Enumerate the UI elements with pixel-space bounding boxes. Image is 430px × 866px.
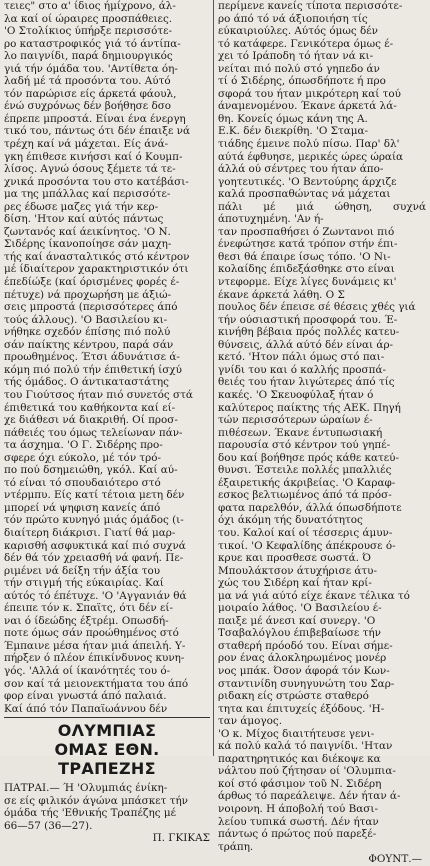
match-report-text-left: τειες" στο α' ίδιος ήμίχρονο, άλ- λα καί οί ώραιρες προσπάθειες. 'Ο Στολίκιος ύπήρξε περισσότε- ρο καταστροφικός γιά τό άντίπα- λο παιγνίδι, παρά δημιουργικός γιά τήν όμάδα του. 'Αντίθετα όη- λαδή μέ τά προσόντα του. Αύτό τόν παρώρισε είς άρκετά φάουλ, ένώ συχρόνως δέν βοήθησε δσο έπρεπε μπροστά. Είναι ένα ένεργη τικό του, πάντως ότι δέν έπαιξε νά τρέχη καί νά μάχεται. Είς άνά- γκη έπιθεσε κινήσσι καί ό Κουμπ- λίσος. Αγνώ όσους ξέμετε τά τε- χνικά προσόντα του στο κατέβάσι- μα της μπάλλας καί περισσότε- ρες έδωσε μαζες γιά τήν κερ- δίση. 'Ητον καί αύτός πάντως ζωντανός καί άεικίνητος. 'Ο Ν. Σιδέρης ίκανοποίησε σάν μαχη- τής καί άνασταλτικός στό κέντρον μέ ίδιαίτερον χαρακτηριστικόν ότι έπεδίώξε (καί όρισμένες φορές έ- πέτυχε) νά προχωρήση με άξιώ- σεις μπροστά (περισσότερες άπό τούς άλλους). 'Ο Βασιλείου κι- νήθηκε σχεδόν έπίσης πιό πολύ σάν παίκτης κέντρου, παρά σάν προωθημένος. Έτσι άδυνάτισε ά- κόμη πιό πολύ τήν έπιθετική ίσχύ τής όμάδος. Ο άντικαταστάτης του Γιούτσος ήταν πιό συνετός στά έπιθετικά του καθήκοντα καί εί- χε διάθεσι νά διακριθή. Οί προσ- πάθειές του όμως τελείωναν πάν- τα άσχημα. 'Ο Γ. Σιδέρης προ- σφερε όχι εύκολο, μέ τόν τρό- πο πού δσημειώθη, γκόλ. Καί αύ- τό είναι τό σπουδαιότερο στό ντέρμπυ. Είς κατί τέτοια μετη δέν μπορεί νά ψηφιση κανείς άπό τόν πρώτο κυνηγό μιάς όμάδος (ι- διαίτερη διάκρισι. Γιατί θά μαρ- καρισθή ασφυκτικά καί πιό συχνά δέν θά τόν χρειασθή νά φανή. Πε- ριμένει νά δείξη τήν άξία του τήν στιγμή τής εύκαιρίας. Καί αύτός τό έπέτυχε. 'Ο 'Αγγανιάν θά έπειπε τόν κ. Σπαϊτς, ότι δέν εί- ναι ό ίδεώδης έξτρέμ. Οπωσδή- ποτε όμως σάν προώθημένος στό Έμπαινε μέσα ήταν μιά άπειλή. Υ- πήρξεν ό πλέον έπικίνδυνος κυνη- γός. 'Αλλά οί ίκανότητές του ό- σον καί τά μειονεκτήματα του άπό φορ είναι γνωστά άπό παλαιά. Καί άπό τόν Παπαϊωάννου δέν: [4, 0, 193, 715]
left-column: [4, 0, 210, 845]
column-divider: [213, 0, 214, 756]
headline-line-1: ΟΛΥΜΠΙΑΣ: [57, 721, 157, 741]
patras-report-text: ΠΑΤΡΑΙ.— Ή 'Ολυμπιάς ένίκη- σε είς φιλικόν άγώνα μπάσκετ τήν όμάδα τής 'Εθνικής Τραπέζης μέ 66—57 (36—27).: [4, 782, 188, 832]
match-report-text-right: περίμενε κανείς τίποτα περισσότε- ρο άπό τό νά άξιοποιήση τίς εύκαιριούλες. Αύτός όμως δέν τό κατάφερε. Γενικότερα όμως έ- χει τό Ιράποδη τό ήταν νά κι- νείται πιό πολύ στό γηπεδο άν τί ό Σιδέρης, όπωσδήποτε ή προ σφορά του ήταν μικρότερη καί τού άναμενομένου. Έκανε άρκετά λά- θη. Κονείς όμως κάνη της Α. Ε.Κ. δέν διεκρίθη. 'Ο Σταμα- τιάδης έμεινε πολύ πίσω. Παρ' δλ' αύτά έφθυησε, μερικές ώρες ώραία άλλά ού σέντρες του ήταν άπο- γοητευτικές. 'Ο Βεντούρης άρχιζε καλά προσπαθώντας νά μάχεται πάλι μέ μιά ώθηση, συχνά άποτυχημένη. 'Αν ή- ταν προσπαθήσει ό Ζωντανοι πιό ένεφώτησε κατά τρόπον στήν έπι- θεσι θά έπαιρε ίσως τόπο. 'Ο Νι- κολαίδης έπιδεξάσθηκε στο είναι ντεφορμε. Είχε λίγες δυνάμεις κι' έκανε άρκετά λάθη. Ο Σ πουλος δέν έπεισε σέ θέσεις χθές γιά τήν ούσιαστική προσφορά του. Έ- κινήθη βέβαια πρός πολλές κατευ- θύνσεις, άλλά αύτό δέν είναι άρ- κετό. 'Ητον πάλι όμως στό παι- γνίδι του και ό καλλής προσπά- θειές του ήταν λιγώτερες άπό τίς κακές. 'Ο Σκευοφύλαξ ήταν ό καλύτερος παίκτης τής ΑΕΚ. Πηγή τών περισσότερων ώραίων έ- πιθέσεων. Έκανε έντυπωσιακή παρουσία στό κέντρον τού γηπέ- δου καί βοήθησε πρός κάθε κατεύ- θυνσι. Έστειλε πολλές μπαλλιές έξαιρετικής άκριβείας. 'Ο Καραφ- εσκος βελτιωμένος άπό τά πρόσ- φατα παρελθόν, άλλά όπωσδήποτε όχι άκόμη τής δυνατότητος του. Καλοί καί οί τέσσερις άμυν- τικοί. 'Ο Κεφαλίδης άπέκρουσε ό- κρυε και προσθεσε σωστά. Ό Μπουλάκτσον άτυχήρισε άτυ- χώς του Σιδέρη καί ήταν κρί- μα νά γιά αύτό είχε έκανε τέλικα τό μοιραίο λάθος. 'Ο Βασιλείου έ- παιξε μέ άνεσι καί συνεργ. 'Ο Τσαβαλόγλου έπιβεβαίωσε τήν σταθερή πρόοδό του. Είναι σήμε- ρον ένας άλοκληρωμένος μονέρ νος μπάκ. Όσον άφορά τόν Κων- σταντινίδη συνηγυνώτη του Σαρ- ριδακη είς στρώστε σταθερό τητα και έπιτυχείς έξόδους. 'Η- ταν άμογος. 'Ο κ. Μίχος διαιτήτευσε γενι- κά πολύ καλά τό παιγνίδι. 'Ηταν παρατηρητικός και διέκοψε κα νάλτου πού ζήτησαν οί 'Ολυμπια- κοί στό φάσιμον τοῦ Ν. Σιδέρη άρθως τό παρεάλειψε. Δέν ήταν ά- νοιρονη. Η άποβολή τού Βασι- λείου τυπικά σωστή. Δέν ήταν πάντως ό πρώτος πού παρεξέ- τράπη.: [218, 0, 426, 853]
headline-line-2: ΟΜΑΣ ΕΘΝ. ΤΡΑΠΕΖΗΣ: [54, 740, 160, 779]
report-author: Π. ΓΚΙΚΑΣ: [152, 832, 210, 845]
section-divider: [4, 717, 210, 718]
article-signature: ΦΟΥΝΤ.—: [368, 853, 422, 866]
right-column: [218, 0, 426, 866]
